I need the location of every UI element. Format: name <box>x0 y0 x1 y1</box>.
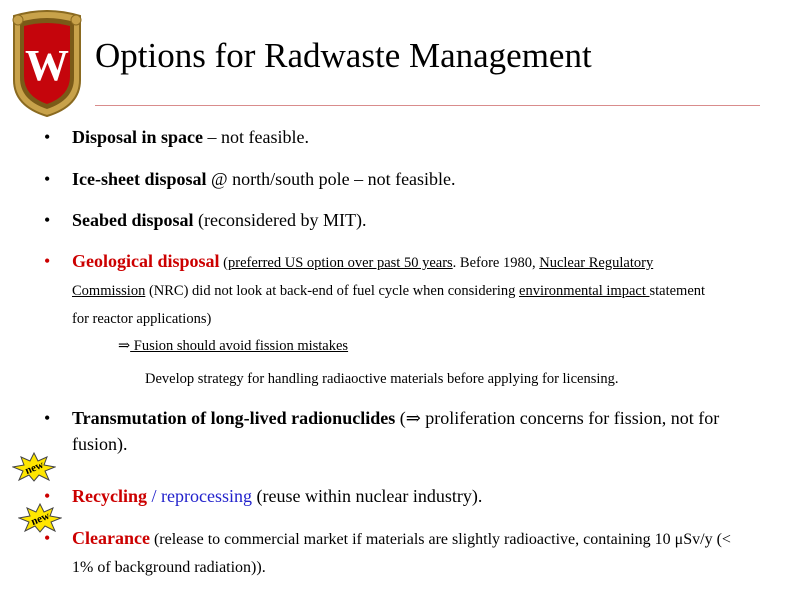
university-crest-logo <box>8 10 86 118</box>
bullet-marker: • <box>44 210 51 230</box>
bullet-ice-sheet <box>72 166 762 192</box>
bullet-heading-secondary: reprocessing <box>161 486 252 506</box>
bullet-seabed <box>72 207 762 233</box>
bullet-disposal-space <box>72 124 762 150</box>
bullet-text: @ north/south pole – not feasible. <box>206 169 456 189</box>
bullet-marker: • <box>44 408 51 428</box>
link-preferred-option[interactable]: preferred US option over past 50 years <box>227 255 453 271</box>
bullet-text: (reconsidered by MIT). <box>193 210 367 230</box>
bullet-heading: Clearance <box>72 528 150 548</box>
bullet-heading: Transmutation of long-lived radionuclides <box>72 408 396 428</box>
bullet-marker: • <box>44 127 51 147</box>
bullet-text: (NRC) did not look at back-end of fuel cycle when considering <box>145 283 520 299</box>
slide-title: Options for Radwaste Management <box>95 36 592 75</box>
sub-item-text: Fusion should avoid fission mistakes <box>130 338 349 354</box>
bullet-text: statement for reactor applications) <box>72 283 706 327</box>
paren-open: ( <box>219 255 228 271</box>
bullet-heading: Recycling <box>72 486 147 506</box>
bullet-geological <box>72 248 722 332</box>
bullet-text: (⇒ proliferation concerns for fission, not for fusion). <box>72 408 720 454</box>
sub-item-develop: Develop strategy for handling radiaoctive materials before applying for licensing. <box>145 371 619 387</box>
new-badge-icon <box>12 452 56 482</box>
slash-separator: / <box>146 486 161 506</box>
sub-item-fusion <box>118 336 348 356</box>
implies-arrow-icon: ⇒ <box>118 338 131 354</box>
bullet-heading: Ice-sheet disposal <box>72 169 207 189</box>
bullet-text: (release to commercial market if materials are slightly radioactive, containing 10 μSv/y (< 1% of background radiation)). <box>72 531 731 576</box>
bullet-text: (reuse within nuclear industry). <box>251 486 483 506</box>
bullet-marker: • <box>44 486 51 506</box>
bullet-marker: • <box>44 169 51 189</box>
new-badge-icon <box>18 503 62 533</box>
link-nrc[interactable]: Nuclear Regulatory Commission <box>72 255 654 299</box>
bullet-text: . Before 1980, <box>452 255 540 271</box>
link-environmental-impact[interactable]: environmental impact <box>519 283 650 299</box>
new-badge-label: new <box>23 458 46 478</box>
bullet-heading: Seabed disposal <box>72 210 194 230</box>
new-badge-label: new <box>29 509 52 529</box>
bullet-clearance <box>72 525 732 581</box>
bullet-text: – not feasible. <box>203 127 310 147</box>
crest-letter: W <box>25 41 69 90</box>
bullet-heading: Geological disposal <box>72 251 220 271</box>
bullet-marker: • <box>44 528 51 548</box>
bullet-recycling <box>72 483 762 509</box>
bullet-heading: Disposal in space <box>72 127 204 147</box>
bullet-transmutation <box>72 405 752 457</box>
bullet-marker: • <box>44 251 51 271</box>
title-divider <box>95 105 760 106</box>
